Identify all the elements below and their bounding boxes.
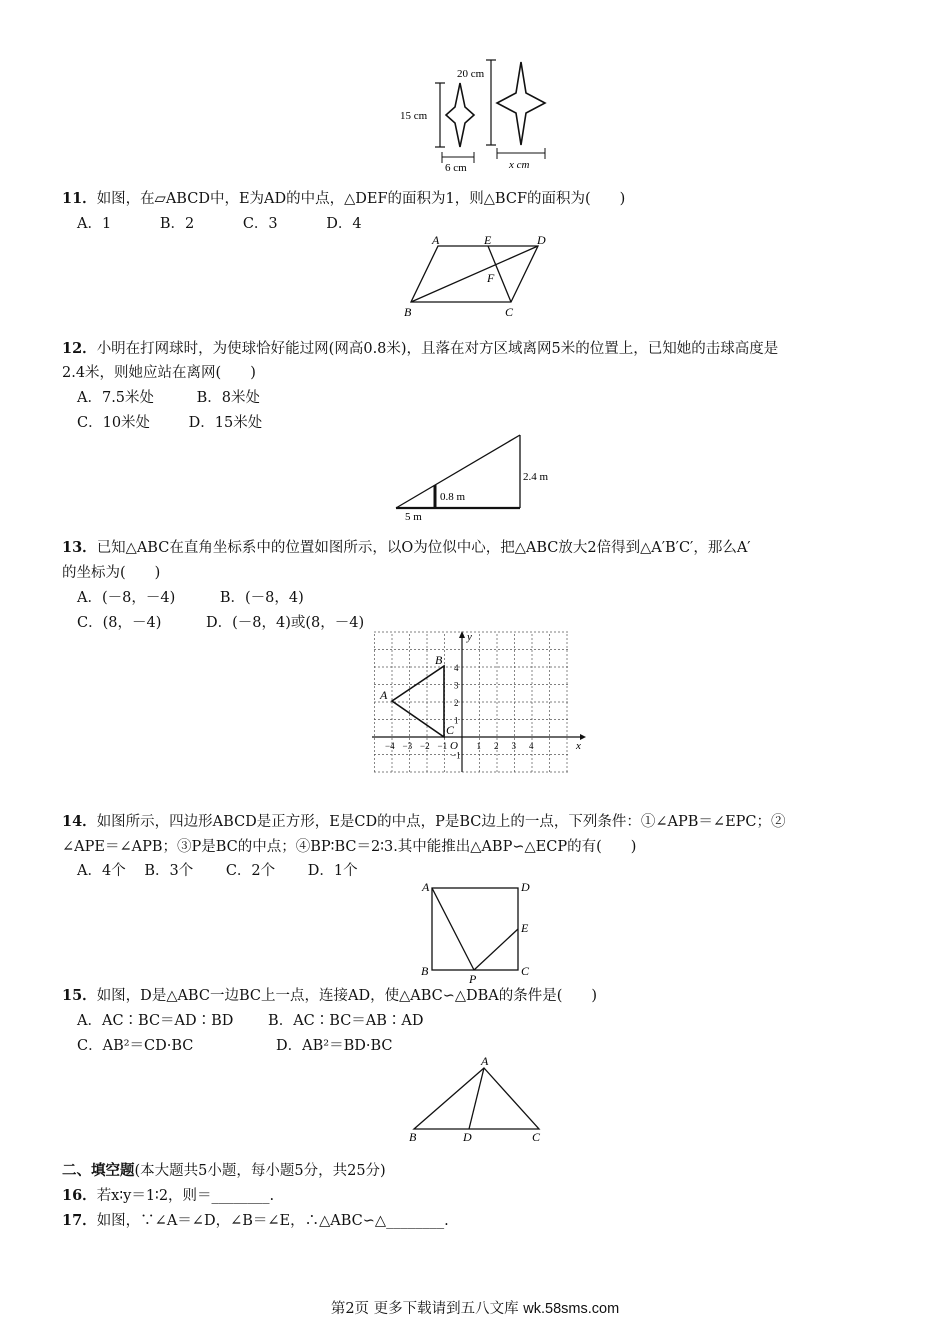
q11-option-b: B．2 <box>159 216 195 232</box>
section-2-title: 二、填空题 <box>62 1162 135 1179</box>
label-c: C <box>505 305 514 319</box>
q14-stem-2: ∠APE＝∠APB；③P是BC的中点；④BP∶BC＝2∶3.其中能推出△ABP∽△ECP的有( ) <box>62 839 637 855</box>
q12-stem-2: 2.4米，则她应站在离网( ) <box>62 365 256 381</box>
tick-label-y: 3 <box>454 680 459 691</box>
label-a: A <box>422 880 430 894</box>
q13-options-row1 <box>77 588 304 608</box>
tick-label-x: 3 <box>511 741 516 751</box>
label-6cm: 6 cm <box>445 162 467 173</box>
q11-option-a: A．1 <box>77 216 112 232</box>
label-a: A <box>432 233 440 247</box>
q13-option-d: D．(－8，4)或(8，－4) <box>205 615 365 631</box>
label-c: C <box>532 1130 541 1144</box>
page-footer <box>0 1297 950 1318</box>
q15-option-d: D．AB²＝BD·BC <box>276 1038 393 1054</box>
tick-label-y: 2 <box>454 698 459 708</box>
label-xcm: x cm <box>509 159 530 171</box>
label-b: B <box>409 1130 417 1144</box>
q16-number: 16． <box>62 1187 97 1204</box>
footer-text: 第2页 更多下载请到五八文库 <box>330 1301 524 1317</box>
q12-number: 12． <box>62 340 97 357</box>
q15-stem <box>62 986 597 1006</box>
tennis-figure <box>392 430 567 522</box>
label-b: B <box>404 305 412 319</box>
tick-label-x: −3 <box>402 741 413 751</box>
tick-label-y: 4 <box>454 663 459 673</box>
label-y: y <box>467 631 472 643</box>
q12-text-1: 小明在打网球时，为使球恰好能过网(网高0.8米)，且落在对方区域离网5米的位置上，已知她的击球高度是 <box>96 341 779 357</box>
q17-text: 如图，∵∠A＝∠D，∠B＝∠E，∴△ABC∽△________. <box>96 1213 449 1229</box>
grid <box>374 632 568 772</box>
label-e: E <box>521 921 529 935</box>
label-a: A <box>481 1054 489 1068</box>
tick-label-x: 1 <box>476 741 481 751</box>
label-f: F <box>487 271 495 285</box>
q11-option-d: D．4 <box>326 216 362 232</box>
q11-options <box>77 214 362 234</box>
tick-label-x: 4 <box>529 741 534 751</box>
q11-text: 如图，在▱ABCD中，E为AD的中点，△DEF的面积为1，则△BCF的面积为( ) <box>96 191 626 207</box>
triangle-figure <box>404 1054 554 1144</box>
q17-stem <box>62 1211 449 1231</box>
q14-stem-1 <box>62 812 786 832</box>
q11-option-c: C．3 <box>242 216 278 232</box>
big-star <box>497 62 545 145</box>
label-c: C <box>521 964 530 978</box>
square-figure <box>418 878 538 984</box>
q17-number: 17． <box>62 1212 97 1229</box>
label-e: E <box>484 233 492 247</box>
q14-option-d: D．1个 <box>307 863 358 879</box>
q16-text: 若x∶y＝1∶2，则＝________. <box>96 1188 275 1204</box>
q12-option-d: D．15米处 <box>188 415 263 431</box>
label-2-4m: 2.4 m <box>523 471 549 483</box>
q14-option-c: C．2个 <box>225 863 276 879</box>
label-d: D <box>537 233 546 247</box>
q15-number: 15． <box>62 987 97 1004</box>
tick-label-x: −2 <box>420 741 430 751</box>
q12-option-c: C．10米处 <box>77 415 151 431</box>
label-b: B <box>435 653 443 667</box>
q15-option-a: A．AC∶BC＝AD∶BD <box>77 1013 234 1029</box>
q12-option-b: B．8米处 <box>196 390 261 406</box>
q15-option-c: C．AB²＝CD·BC <box>77 1038 194 1054</box>
q14-option-b: B．3个 <box>144 863 194 879</box>
square-abcd <box>432 888 518 970</box>
q16-stem <box>62 1186 274 1206</box>
parallelogram-figure <box>400 232 560 320</box>
label-a: A <box>380 688 388 702</box>
q13-stem-2: 的坐标为( ) <box>62 565 161 581</box>
q12-options-row1 <box>77 388 260 408</box>
q15-text: 如图，D是△ABC一边BC上一点，连接AD，使△ABC∽△DBA的条件是( ) <box>96 988 598 1004</box>
tick-label-y: 1 <box>454 715 459 726</box>
q15-options-row2 <box>77 1036 392 1056</box>
label-o: O <box>450 740 458 752</box>
tick-label-x: 2 <box>494 741 499 751</box>
label-20cm: 20 cm <box>457 68 485 80</box>
q11-stem <box>62 189 625 209</box>
label-15cm: 15 cm <box>400 110 428 122</box>
q13-text-1: 已知△ABC在直角坐标系中的位置如图所示，以O为位似中心，把△ABC放大2倍得到△A′B′C′，那么A′ <box>96 540 751 556</box>
q13-stem-1 <box>62 538 751 558</box>
footer-site-link[interactable]: wk.58sms.com <box>523 1301 620 1317</box>
q14-options <box>77 861 358 881</box>
q14-option-a: A．4个 <box>77 863 126 879</box>
q12-options-row2 <box>77 413 262 433</box>
label-b: B <box>421 964 429 978</box>
label-d: D <box>521 880 530 894</box>
section-2-heading <box>62 1161 386 1181</box>
coordinate-figure <box>372 630 587 775</box>
label-p: P <box>469 972 477 984</box>
tick-label-y: −1 <box>451 750 461 761</box>
q13-number: 13． <box>62 539 97 556</box>
q15-options-row1 <box>77 1011 424 1031</box>
label-d: D <box>463 1130 472 1144</box>
q13-option-c: C．(8，－4) <box>77 615 162 631</box>
q14-text-1: 如图所示，四边形ABCD是正方形，E是CD的中点，P是BC边上的一点，下列条件：①∠APB＝∠EPC；② <box>96 814 786 830</box>
q12-option-a: A．7.5米处 <box>77 390 155 406</box>
triangle-abc <box>392 666 444 737</box>
label-5m: 5 m <box>405 511 422 522</box>
label-c: C <box>446 723 455 737</box>
q13-option-a: A．(－8，－4) <box>77 590 176 606</box>
q11-number: 11． <box>62 190 97 207</box>
small-star <box>446 83 474 147</box>
label-x: x <box>576 740 581 752</box>
label-0-8m: 0.8 m <box>440 491 466 503</box>
tick-label-x: −4 <box>385 741 395 751</box>
q15-option-b: B．AC∶BC＝AB∶AD <box>268 1013 424 1029</box>
tick-label-x: −1 <box>437 741 448 751</box>
stars-figure <box>395 55 565 173</box>
q12-stem-1 <box>62 339 778 359</box>
q14-number: 14． <box>62 813 97 830</box>
section-2-note: (本大题共5小题，每小题5分，共25分) <box>134 1163 386 1179</box>
q13-option-b: B．(－8，4) <box>219 590 304 606</box>
q13-options-row2 <box>77 613 364 633</box>
